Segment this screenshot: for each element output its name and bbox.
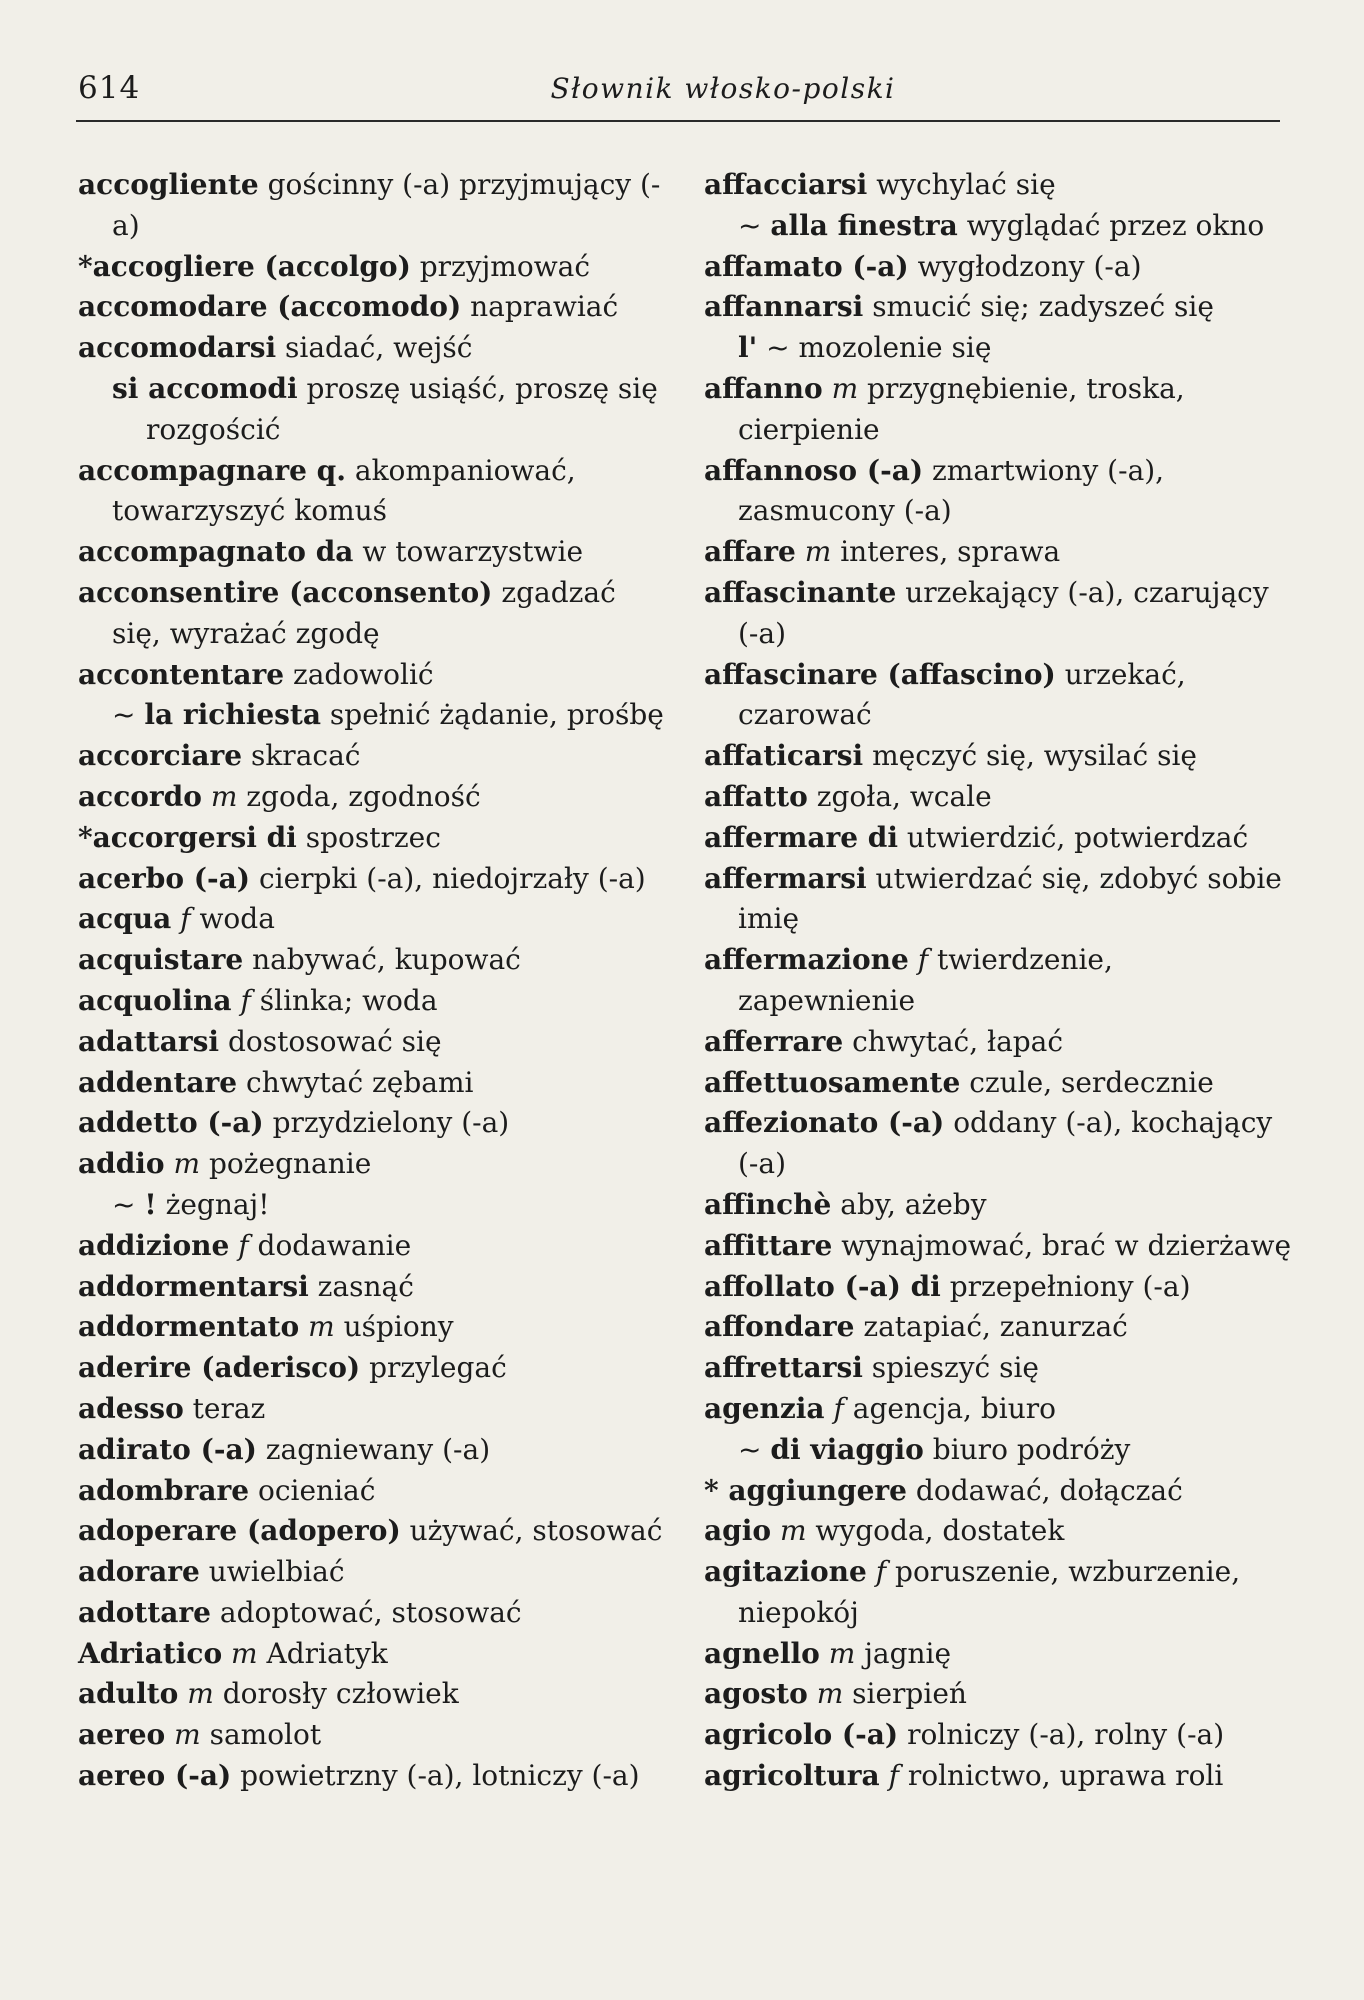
headword: adirato (-a): [78, 1432, 257, 1466]
definition: wygoda, dostatek: [815, 1514, 1065, 1548]
dictionary-entry: [78, 1511, 664, 1552]
grammar-tag: m: [828, 1636, 856, 1670]
dictionary-entry: [704, 247, 1292, 288]
headword: affondare: [704, 1310, 855, 1344]
grammar-tag: f: [888, 1759, 899, 1793]
dictionary-entry: [704, 1715, 1292, 1756]
dictionary-entry: [78, 1348, 664, 1389]
grammar-tag: m: [779, 1514, 807, 1548]
headword: adottare: [78, 1595, 211, 1629]
grammar-tag: m: [173, 1147, 201, 1181]
dictionary-entry: [704, 940, 1292, 1022]
definition: wychylać się: [876, 168, 1056, 201]
grammar-tag: f: [875, 1555, 887, 1589]
definition: nabywać, kupować: [252, 943, 521, 977]
running-title: Słownik włosko-polski: [550, 72, 896, 105]
definition: biuro podróży: [932, 1432, 1131, 1466]
grammar-tag: f: [180, 902, 191, 936]
definition: przydzielony (-a): [272, 1106, 510, 1140]
headword: alla finestra: [770, 208, 958, 242]
dictionary-entry: [704, 777, 1292, 818]
dictionary-entry: [704, 532, 1292, 573]
definition: chwytać, łapać: [852, 1024, 1064, 1058]
sub-entry: [704, 328, 1292, 369]
sub-entry: [704, 1430, 1292, 1471]
dictionary-entry: [704, 736, 1292, 777]
dictionary-entry: [704, 1674, 1292, 1715]
headword: adombrare: [78, 1473, 250, 1507]
dictionary-entry: [704, 1511, 1292, 1552]
headword: accordo: [78, 779, 202, 813]
headword: affermare di: [704, 820, 898, 854]
definition: zgoła, wcale: [816, 779, 992, 813]
headword: agricolo (-a): [704, 1718, 899, 1752]
headword: aereo: [78, 1718, 166, 1752]
headword: acquistare: [78, 943, 244, 977]
headword: acquolina: [78, 983, 232, 1017]
headword: addetto (-a): [78, 1106, 264, 1140]
definition: mozolenie się: [798, 331, 992, 365]
grammar-tag: f: [833, 1391, 844, 1425]
dictionary-entry: [78, 859, 664, 900]
definition: ślinka; woda: [259, 983, 438, 1017]
left-column: [78, 165, 664, 1797]
dictionary-entry: [704, 859, 1292, 941]
definition: utwierdzać się, zdobyć sobie imię: [738, 861, 1282, 936]
dictionary-entry: [78, 736, 664, 777]
definition: pożegnanie: [209, 1147, 372, 1181]
definition: urzekać, czarować: [738, 657, 1186, 732]
dictionary-entry: [704, 818, 1292, 859]
grammar-tag: m: [308, 1310, 335, 1344]
definition: woda: [199, 902, 275, 936]
definition: dorosły człowiek: [222, 1677, 459, 1711]
grammar-tag: m: [816, 1677, 844, 1711]
definition: jagnię: [864, 1636, 952, 1670]
dictionary-entry: [704, 655, 1292, 737]
sub-entry: [78, 695, 664, 736]
definition: teraz: [192, 1391, 266, 1425]
dictionary-entry: [78, 1430, 664, 1471]
definition: twierdzenie, zapewnienie: [738, 943, 1113, 1017]
dictionary-entry: [78, 1063, 664, 1104]
dictionary-entry: [78, 899, 664, 940]
headword: addizione: [78, 1228, 230, 1262]
definition: agencja, biuro: [852, 1391, 1056, 1425]
dictionary-entry: [78, 1634, 664, 1675]
dictionary-entry: [704, 287, 1292, 328]
dictionary-entry: [78, 1022, 664, 1063]
headword: adattarsi: [78, 1024, 220, 1058]
tilde-symbol: ~: [738, 208, 762, 242]
headword: afferrare: [704, 1024, 844, 1058]
headword: addio: [78, 1147, 165, 1181]
definition: spieszyć się: [871, 1351, 1039, 1385]
dictionary-entry: [704, 369, 1292, 451]
headword: adoperare (adopero): [78, 1514, 401, 1548]
headword: adorare: [78, 1555, 200, 1589]
dictionary-entry: [78, 328, 664, 369]
definition: rolniczy (-a), rolny (-a): [907, 1718, 1225, 1752]
headword: affannoso (-a): [704, 453, 924, 487]
dictionary-entry: [78, 777, 664, 818]
dictionary-entry: [704, 1063, 1292, 1104]
dictionary-entry: [704, 1103, 1292, 1185]
headword: addentare: [78, 1065, 238, 1099]
headword: affittare: [704, 1228, 833, 1262]
definition: rolnictwo, uprawa roli: [907, 1759, 1224, 1793]
definition: wynajmować, brać w dzierżawę: [841, 1228, 1292, 1262]
headword: affollato (-a) di: [704, 1269, 941, 1303]
dictionary-entry: [704, 573, 1292, 655]
headword: Adriatico: [78, 1636, 223, 1670]
dictionary-entry: [704, 1389, 1292, 1430]
definition: wyglądać przez okno: [966, 208, 1265, 242]
definition: ocieniać: [257, 1473, 376, 1507]
grammar-tag: f: [917, 943, 929, 977]
headword: di viaggio: [770, 1432, 924, 1466]
grammar-tag: f: [240, 983, 251, 1017]
dictionary-entry: [78, 1144, 664, 1185]
definition: zagniewany (-a): [265, 1432, 491, 1466]
definition: zmartwiony (-a), zasmucony (-a): [738, 453, 1165, 528]
grammar-tag: m: [187, 1677, 214, 1711]
definition: samolot: [209, 1718, 322, 1752]
definition: przylegać: [369, 1351, 507, 1385]
definition: czule, serdecznie: [969, 1065, 1214, 1099]
definition: zgoda, zgodność: [246, 779, 481, 813]
definition: w towarzystwie: [362, 535, 584, 569]
headword: addormentato: [78, 1310, 300, 1344]
definition: naprawiać: [470, 290, 619, 324]
headword: affermarsi: [704, 861, 867, 895]
tilde-symbol: ~: [738, 1432, 762, 1466]
headword: affare: [704, 535, 796, 569]
sub-entry: [704, 206, 1292, 247]
headword: agnello: [704, 1636, 820, 1670]
definition: spostrzec: [305, 820, 441, 854]
dictionary-entry: [78, 1389, 664, 1430]
headword: affascinare (affascino): [704, 657, 1056, 691]
headword: acerbo (-a): [78, 861, 251, 895]
definition: gościnny (-a) przyjmujący (-a): [112, 168, 661, 242]
headword: si accomodi: [112, 371, 298, 405]
dictionary-entry: [78, 1593, 664, 1634]
headword: agosto: [704, 1677, 808, 1711]
dictionary-entry: [704, 1307, 1292, 1348]
dictionary-entry: [78, 1715, 664, 1756]
headword: affrettarsi: [704, 1351, 863, 1385]
right-column: [704, 165, 1292, 1797]
definition: przygnębienie, troska, cierpienie: [738, 371, 1185, 446]
definition: utwierdzić, potwierdzać: [906, 820, 1249, 854]
tilde-symbol: ~: [766, 331, 790, 365]
definition: urzekający (-a), czarujący (-a): [738, 575, 1269, 650]
dictionary-entry: [78, 818, 664, 859]
dictionary-entry: [78, 1307, 664, 1348]
dictionary-entry: [78, 247, 664, 288]
definition: proszę usiąść, proszę się rozgościć: [146, 371, 658, 446]
tilde-symbol: ~: [112, 698, 136, 732]
dictionary-entry: [78, 940, 664, 981]
headword: affascinante: [704, 575, 897, 609]
headword: affermazione: [704, 943, 909, 977]
sub-entry: [78, 369, 664, 451]
headword: accorciare: [78, 739, 243, 773]
definition: zgadzać się, wyrażać zgodę: [112, 575, 616, 650]
headword: adulto: [78, 1677, 179, 1711]
headword: acqua: [78, 902, 172, 936]
definition: oddany (-a), kochający (-a): [738, 1106, 1273, 1181]
dictionary-entry: [704, 1471, 1292, 1512]
dictionary-entry: [78, 655, 664, 696]
headword: affamato (-a): [704, 249, 909, 283]
headword: * aggiungere: [704, 1473, 907, 1507]
headword: aderire (aderisco): [78, 1351, 361, 1385]
headword: l': [738, 331, 758, 365]
headword: *accogliere (accolgo): [78, 249, 411, 283]
headword: affatto: [704, 779, 808, 813]
definition: aby, ażeby: [840, 1187, 987, 1221]
headword: *accorgersi di: [78, 820, 297, 854]
dictionary-entry: [78, 1103, 664, 1144]
headword: accogliente: [78, 168, 259, 201]
definition: akompaniować, towarzyszyć komuś: [112, 453, 576, 528]
sub-entry: [78, 1185, 664, 1226]
definition: adoptować, stosować: [219, 1595, 522, 1629]
dictionary-entry: [704, 1022, 1292, 1063]
dictionary-entry: [78, 165, 664, 247]
headword: adesso: [78, 1391, 184, 1425]
headword: affezionato (-a): [704, 1106, 945, 1140]
grammar-tag: m: [210, 779, 238, 813]
tilde-symbol: ~: [112, 1187, 136, 1221]
definition: zasnąć: [317, 1269, 414, 1303]
dictionary-entry: [704, 1348, 1292, 1389]
headword: agitazione: [704, 1555, 867, 1589]
definition: spełnić żądanie, prośbę: [329, 698, 664, 732]
page-number: 614: [78, 70, 141, 106]
dictionary-entry: [704, 1267, 1292, 1308]
definition: siadać, wejść: [285, 331, 473, 365]
headword: affannarsi: [704, 290, 864, 324]
headword: acconsentire (acconsento): [78, 575, 493, 609]
dictionary-entry: [704, 1226, 1292, 1267]
definition: dodawać, dołączać: [915, 1473, 1183, 1507]
dictionary-entry: [704, 451, 1292, 533]
dictionary-entry: [78, 1471, 664, 1512]
definition: zatapiać, zanurzać: [863, 1310, 1128, 1344]
headword: accomodarsi: [78, 331, 277, 365]
headword: affacciarsi: [704, 168, 868, 201]
dictionary-entry: [78, 981, 664, 1022]
headword: la richiesta: [144, 698, 321, 732]
headword: affettuosamente: [704, 1065, 961, 1099]
definition: uśpiony: [343, 1310, 454, 1344]
definition: skracać: [250, 739, 361, 773]
headword: addormentarsi: [78, 1269, 309, 1303]
headword: accompagnato da: [78, 535, 354, 569]
dictionary-entry: [704, 1552, 1292, 1634]
headword: aereo (-a): [78, 1759, 232, 1793]
definition: powietrzny (-a), lotniczy (-a): [240, 1759, 640, 1793]
definition: dodawanie: [257, 1228, 412, 1262]
dictionary-entry: [78, 287, 664, 328]
dictionary-entry: [704, 165, 1292, 206]
definition: Adriatyk: [266, 1636, 388, 1670]
definition: uwielbiać: [208, 1555, 345, 1589]
headword: accompagnare q.: [78, 453, 346, 487]
headword: affaticarsi: [704, 739, 864, 773]
dictionary-entry: [78, 1226, 664, 1267]
headword: affanno: [704, 371, 823, 405]
headword: accomodare (accomodo): [78, 290, 462, 324]
page-header: [76, 66, 1280, 122]
dictionary-entry: [78, 1674, 664, 1715]
headword: agricoltura: [704, 1759, 880, 1793]
headword: agio: [704, 1514, 772, 1548]
dictionary-entry: [704, 1634, 1292, 1675]
dictionary-entry: [78, 451, 664, 533]
grammar-tag: m: [804, 535, 832, 569]
headword: !: [144, 1187, 157, 1221]
dictionary-entry: [704, 1185, 1292, 1226]
dictionary-entry: [704, 1756, 1292, 1797]
definition: używać, stosować: [409, 1514, 663, 1548]
dictionary-entry: [78, 1756, 664, 1797]
definition: chwytać zębami: [246, 1065, 474, 1099]
grammar-tag: m: [231, 1636, 258, 1670]
definition: żegnaj!: [165, 1187, 270, 1221]
grammar-tag: f: [238, 1228, 249, 1262]
definition: przyjmować: [419, 249, 591, 283]
definition: wygłodzony (-a): [917, 249, 1142, 283]
headword: accontentare: [78, 657, 285, 691]
definition: sierpień: [852, 1677, 967, 1711]
dictionary-entry: [78, 573, 664, 655]
definition: zadowolić: [292, 657, 434, 691]
definition: poruszenie, wzburzenie, niepokój: [738, 1555, 1241, 1629]
dictionary-entry: [78, 532, 664, 573]
grammar-tag: m: [831, 371, 859, 405]
definition: smucić się; zadyszeć się: [872, 290, 1214, 324]
definition: interes, sprawa: [840, 535, 1061, 569]
headword: agenzia: [704, 1391, 825, 1425]
definition: przepełniony (-a): [949, 1269, 1191, 1303]
dictionary-entry: [78, 1267, 664, 1308]
headword: affinchè: [704, 1187, 832, 1221]
dictionary-entry: [78, 1552, 664, 1593]
definition: cierpki (-a), niedojrzały (-a): [258, 861, 646, 895]
definition: dostosować się: [227, 1024, 442, 1058]
definition: męczyć się, wysilać się: [872, 739, 1197, 773]
grammar-tag: m: [174, 1718, 201, 1752]
